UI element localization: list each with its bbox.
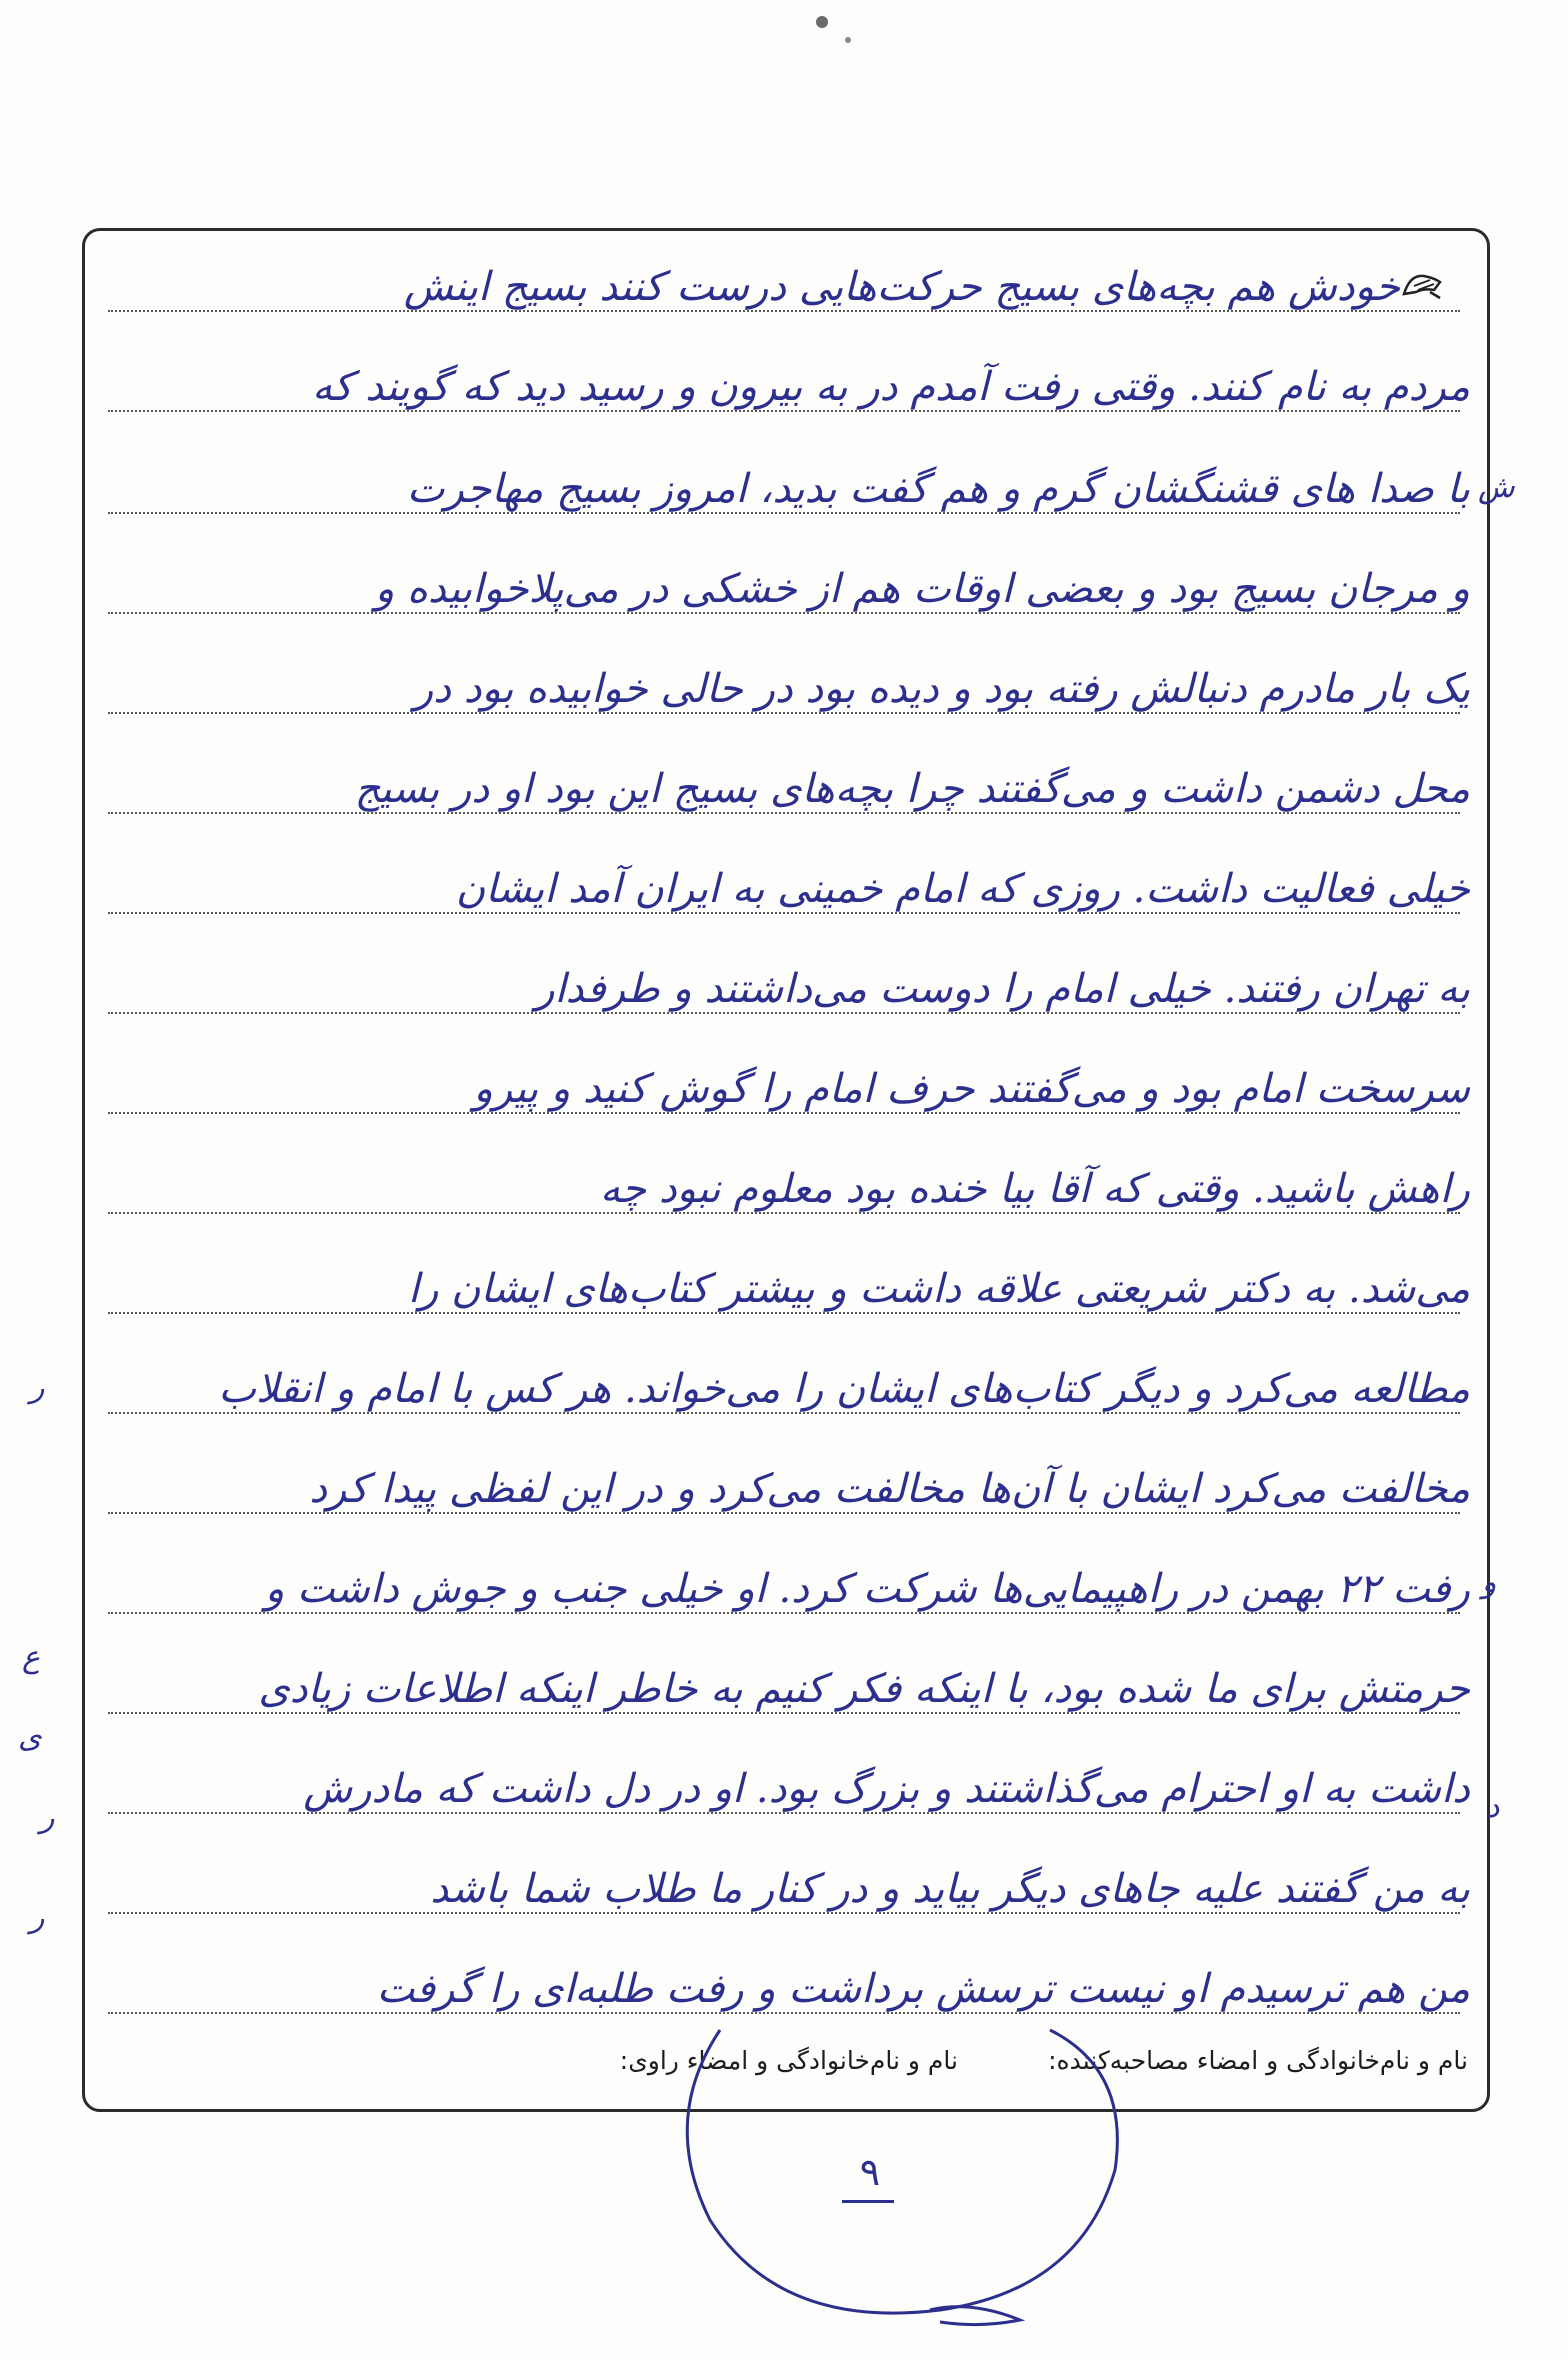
- scan-speck: [800, 0, 860, 50]
- margin-note-right: ش: [1478, 470, 1515, 505]
- margin-note-left: ر: [30, 1900, 45, 1935]
- margin-note-right: و: [1482, 1565, 1497, 1600]
- narrator-signature-label: نام و نام‌خانوادگی و امضاء راوی:: [619, 2046, 958, 2075]
- handwritten-line: به تهران رفتند. خیلی امام را دوست می‌داشتند و طرفدار: [535, 966, 1470, 1012]
- handwritten-line: می‌شد. به دکتر شریعتی علاقه داشت و بیشتر کتاب‌های ایشان را: [408, 1266, 1470, 1312]
- handwritten-line: حرمتش برای ما شده بود، با اینکه فکر کنیم به خاطر اینکه اطلاعات زیادی: [258, 1666, 1470, 1712]
- handwritten-line: خیلی فعالیت داشت. روزی که امام خمینی به ایران آمد ایشان: [455, 866, 1470, 912]
- handwritten-line: رفت ۲۲ بهمن در راهپیمایی‌ها شرکت کرد. او خیلی جنب و جوش داشت و: [265, 1566, 1470, 1612]
- handwritten-line: مخالفت می‌کرد ایشان با آن‌ها مخالفت می‌کرد و در این لفظی پیدا کرد: [309, 1466, 1470, 1512]
- page-number-underline: [842, 2200, 894, 2203]
- handwritten-line: محل دشمن داشت و می‌گفتند چرا بچه‌های بسیج این بود او در بسیج: [354, 766, 1470, 812]
- handwritten-line: به من گفتند علیه جاهای دیگر بیاید و در کنار ما طلاب شما باشد: [430, 1866, 1470, 1912]
- margin-note-left: ی: [18, 1720, 42, 1755]
- interviewer-signature-label: نام و نام‌خانوادگی و امضاء مصاحبه‌کننده:: [1048, 2046, 1468, 2075]
- handwritten-line: مردم به نام کنند. وقتی رفت آمدم در به بیرون و رسید دید که گویند که: [312, 364, 1470, 410]
- margin-note-left: ر: [40, 1800, 55, 1835]
- margin-note-left: ر: [30, 1370, 45, 1405]
- handwritten-line: یک بار مادرم دنبالش رفته بود و دیده بود در حالی خوابیده بود در: [413, 666, 1470, 712]
- handwritten-line: مطالعه می‌کرد و دیگر کتاب‌های ایشان را می‌خواند. هر کس با امام و انقلاب: [218, 1366, 1470, 1412]
- handwritten-line: من هم ترسیدم او نیست ترسش برداشت و رفت طلبه‌ای را گرفت: [376, 1966, 1470, 2012]
- handwritten-line: سرسخت امام بود و می‌گفتند حرف امام را گوش کنید و پیرو: [473, 1066, 1470, 1112]
- handwritten-line: و مرجان بسیج بود و بعضی اوقات هم از خشکی در می‌پلاخوابیده و: [374, 566, 1470, 612]
- handwritten-line: داشت به او احترام می‌گذاشتند و بزرگ بود. او در دل داشت که مادرش: [303, 1766, 1470, 1812]
- margin-note-left: ع: [22, 1640, 40, 1675]
- margin-note-right: د: [1486, 1790, 1500, 1825]
- handwritten-line: راهش باشید. وقتی که آقا بیا خنده بود معلوم نبود چه: [599, 1166, 1470, 1212]
- handwritten-line: با صدا های قشنگشان گرم و هم گفت بدید، امروز بسیج مهاجرت: [406, 466, 1470, 512]
- page-number: ۹: [859, 2150, 881, 2194]
- handwritten-line: خودش هم بچه‌های بسیج حرکت‌هایی درست کنند بسیج اینش: [403, 264, 1400, 310]
